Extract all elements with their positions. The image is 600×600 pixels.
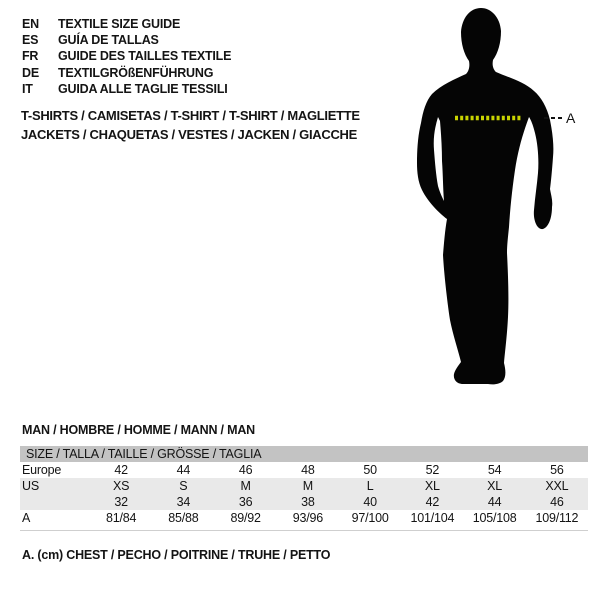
size-cell: 105/108	[472, 511, 517, 525]
row-label	[20, 494, 90, 510]
garment-categories	[21, 106, 360, 144]
language-guide-list	[22, 16, 231, 97]
size-cell: 40	[363, 495, 377, 509]
size-cell: 42	[425, 495, 440, 509]
size-cell: 85/88	[168, 511, 199, 525]
size-cell: 36	[238, 495, 253, 509]
language-row-fr	[22, 48, 231, 64]
size-cell: XS	[112, 479, 130, 493]
size-cell: 46	[238, 463, 253, 477]
language-label: GUÍA DE TALLAS	[58, 33, 159, 48]
language-code: EN	[22, 17, 39, 31]
size-cell: M	[302, 479, 313, 493]
section-title-man: MAN / HOMBRE / HOMME / MANN / MAN	[22, 423, 255, 437]
size-cell: 48	[301, 463, 315, 477]
man-silhouette	[417, 8, 553, 384]
language-label: GUIDA ALLE TAGLIE TESSILI	[58, 81, 228, 96]
measure-label-a: A	[566, 110, 576, 126]
size-cell: S	[179, 479, 188, 493]
language-row-de	[22, 65, 231, 81]
row-label: A	[22, 511, 31, 525]
size-cell: 101/104	[410, 511, 455, 525]
table-row-chest-cm	[20, 510, 588, 526]
row-label: Europe	[22, 463, 62, 477]
size-cell: 44	[487, 495, 502, 509]
size-cell: 38	[301, 495, 315, 509]
language-label: GUIDE DES TAILLES TEXTILE	[58, 49, 232, 64]
size-cell: 93/96	[292, 511, 324, 525]
size-cell: XL	[424, 479, 440, 493]
language-row-it	[22, 81, 231, 97]
size-cell: 44	[176, 463, 191, 477]
size-cell: M	[240, 479, 251, 493]
language-label: TEXTILGRÖßENFÜHRUNG	[58, 65, 214, 80]
size-cell: 34	[176, 495, 191, 509]
man-silhouette-figure	[415, 5, 590, 400]
size-cell: 42	[114, 463, 128, 477]
language-code: FR	[22, 49, 39, 64]
category-line-jackets: JACKETS / CHAQUETAS / VESTES / JACKEN / GIACCHE	[21, 127, 357, 142]
size-cell: 54	[487, 463, 502, 477]
row-label: US	[22, 479, 39, 493]
size-cell: 97/100	[351, 511, 389, 525]
size-cell: 56	[550, 463, 564, 477]
language-code: DE	[22, 65, 39, 80]
size-table-header: SIZE / TALLA / TAILLE / GRÖSSE / TAGLIA	[20, 446, 588, 462]
table-row-us	[20, 478, 588, 494]
size-cell: 81/84	[105, 511, 137, 525]
category-line-tshirts: T-SHIRTS / CAMISETAS / T-SHIRT / T-SHIRT / MAGLIETTE	[21, 108, 360, 123]
language-label: TEXTILE SIZE GUIDE	[58, 17, 181, 31]
language-code: ES	[22, 33, 39, 48]
size-cell: 32	[114, 495, 128, 509]
size-cell: XXL	[545, 479, 569, 493]
size-cell: XL	[487, 479, 503, 493]
size-cell: 109/112	[535, 511, 579, 525]
size-cell: 50	[363, 463, 377, 477]
measurement-footnote: A. (cm) CHEST / PECHO / POITRINE / TRUHE / PETTO	[22, 548, 331, 562]
table-row-europe	[20, 462, 588, 478]
size-cell: 46	[550, 495, 564, 509]
language-code: IT	[22, 81, 33, 96]
size-cell: 52	[425, 463, 440, 477]
language-row-es	[22, 32, 231, 48]
language-row-en	[22, 16, 231, 32]
size-table	[20, 446, 588, 531]
table-row-us-numeric	[20, 494, 588, 510]
size-cell: L	[366, 479, 374, 493]
size-cell: 89/92	[230, 511, 261, 525]
